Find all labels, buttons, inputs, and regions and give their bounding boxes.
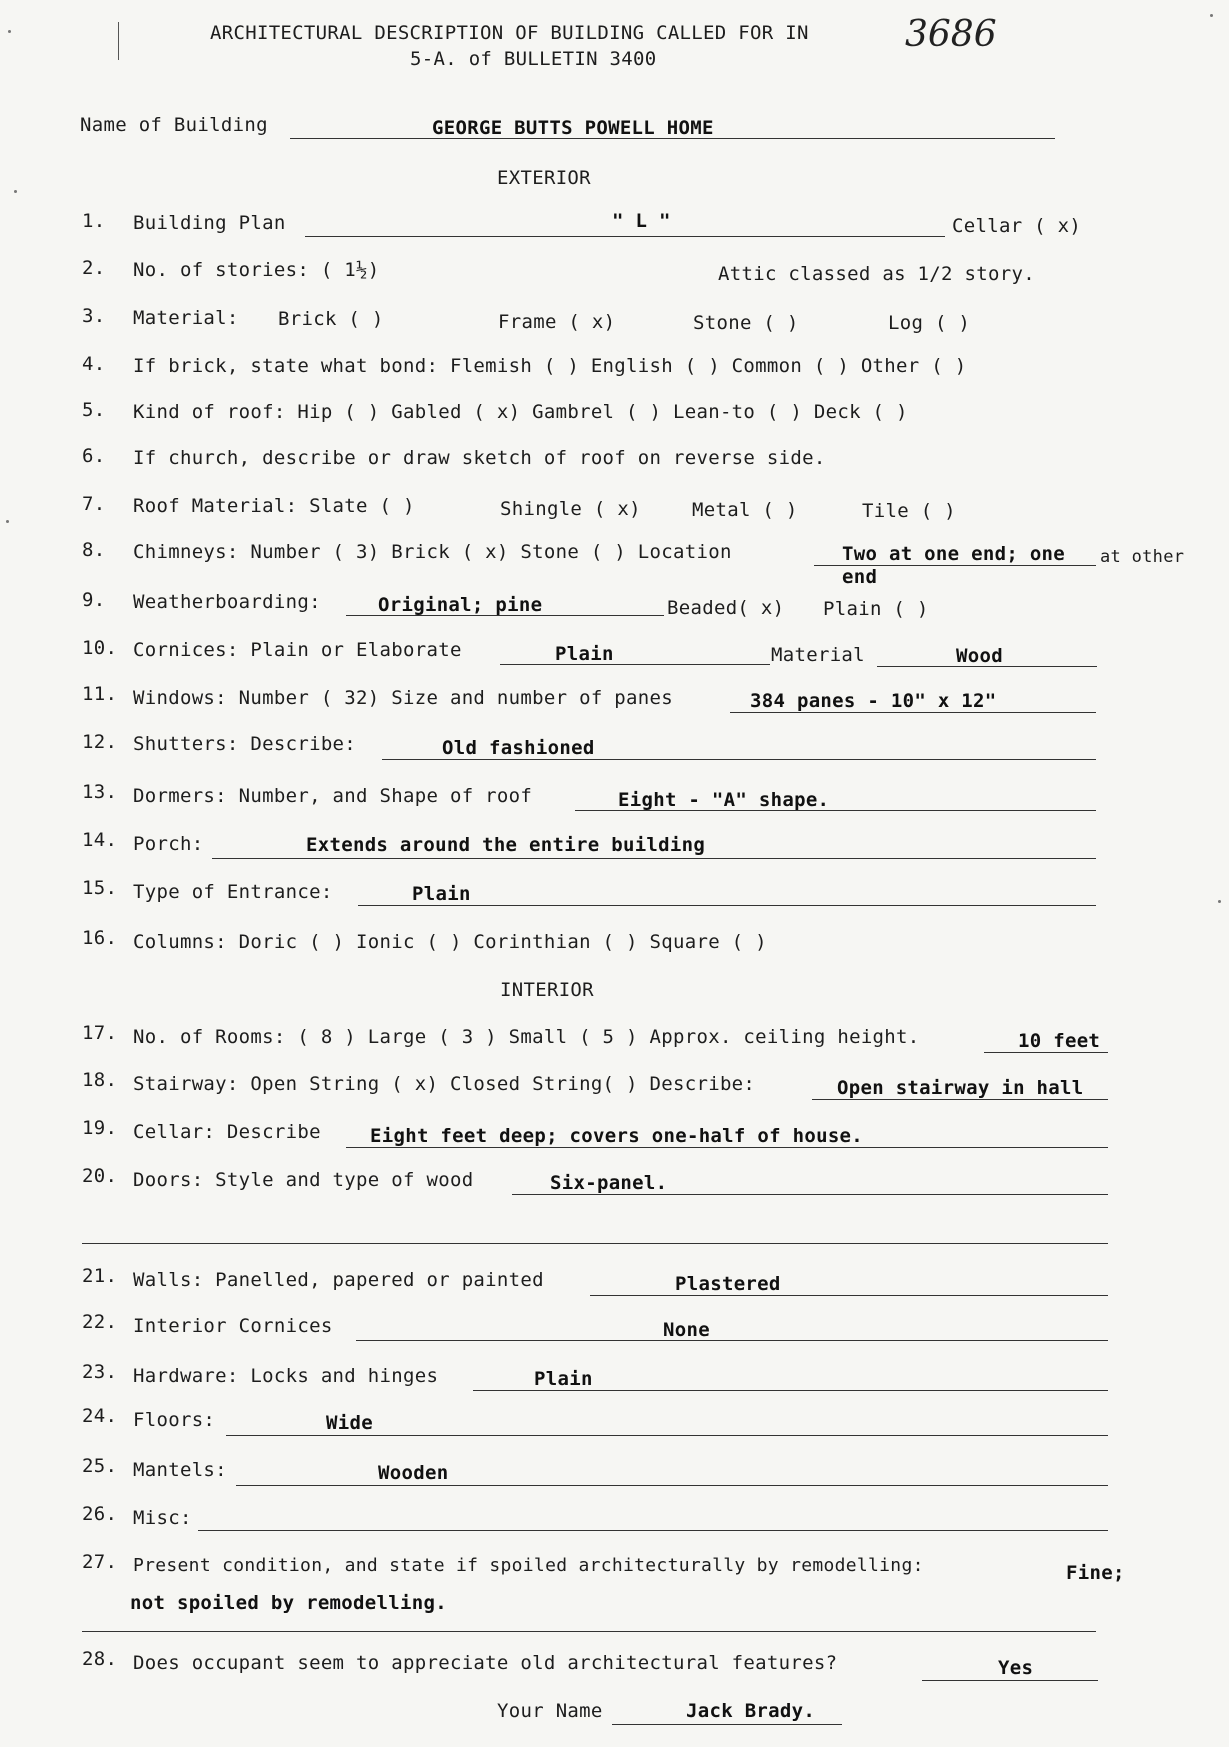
tile-checkbox: Tile ( ) (862, 500, 956, 522)
interior-cornices-value: None (663, 1319, 710, 1341)
walls-value: Plastered (675, 1273, 781, 1295)
building-plan-value: " L " (612, 210, 671, 232)
speck (1218, 900, 1221, 903)
underline (590, 1295, 1108, 1296)
cornices-material-value: Wood (956, 645, 1003, 667)
item-label: Mantels: (133, 1459, 227, 1481)
frame-checkbox: Frame ( x) (498, 311, 616, 333)
underline (226, 1435, 1108, 1436)
windows-panes-value: 384 panes - 10" x 12" (750, 690, 997, 712)
speck (6, 520, 9, 523)
condition-value-cont: not spoiled by remodelling. (130, 1592, 447, 1614)
plain-checkbox: Plain ( ) (823, 598, 929, 620)
speck (1210, 14, 1213, 17)
item-label: No. of stories: ( 1½) (133, 259, 380, 281)
item-label: Chimneys: Number ( 3) Brick ( x) Stone ( ) Location (133, 541, 732, 563)
weatherboarding-value: Original; pine (378, 594, 543, 616)
section-interior: INTERIOR (500, 979, 594, 1001)
item-number: 15. (82, 877, 118, 899)
underline (356, 1340, 1108, 1341)
underline (236, 1485, 1108, 1486)
condition-value: Fine; (1066, 1562, 1125, 1584)
dormers-value: Eight - "A" shape. (618, 789, 830, 811)
item-number: 9. (82, 589, 106, 611)
item-note: Attic classed as 1/2 story. (718, 263, 1035, 285)
item-label: Porch: (133, 833, 204, 855)
item-label: Roof Material: Slate ( ) (133, 495, 415, 517)
item-label: Material: (133, 307, 239, 329)
doors-value: Six-panel. (550, 1172, 668, 1194)
chimney-location-tail: at other (1100, 547, 1185, 567)
underline (358, 905, 1096, 906)
item-number: 2. (82, 257, 106, 279)
item-number: 25. (82, 1455, 118, 1477)
underline (382, 759, 1096, 760)
metal-checkbox: Metal ( ) (692, 499, 798, 521)
chimney-location-value: Two at one end; one (842, 543, 1066, 565)
item-label: Cornices: Plain or Elaborate (133, 639, 462, 661)
item-label: Kind of roof: Hip ( ) Gabled ( x) Gambrel ( ) Lean-to ( ) Deck ( ) (133, 401, 908, 423)
underline (612, 1724, 842, 1725)
item-number: 6. (82, 445, 106, 467)
building-name-label: Name of Building (80, 114, 268, 136)
underline (82, 1631, 1096, 1632)
underline (512, 1194, 1108, 1195)
item-number: 5. (82, 399, 106, 421)
underline (212, 858, 1096, 859)
item-number: 19. (82, 1117, 118, 1139)
underline (812, 1099, 1108, 1100)
speck (14, 190, 17, 193)
floors-value: Wide (326, 1412, 373, 1434)
underline (922, 1680, 1098, 1681)
chimney-location-value-cont: end (842, 566, 878, 588)
item-label: No. of Rooms: ( 8 ) Large ( 3 ) Small ( 5 ) Approx. ceiling height. (133, 1026, 920, 1048)
item-label: Does occupant seem to appreciate old architectural features? (133, 1652, 838, 1674)
underline (346, 1147, 1108, 1148)
item-number: 24. (82, 1405, 118, 1427)
item-label: Columns: Doric ( ) Ionic ( ) Corinthian ( ) Square ( ) (133, 931, 767, 953)
item-label: Doors: Style and type of wood (133, 1169, 474, 1191)
item-number: 1. (82, 210, 106, 232)
material-label: Material (771, 644, 865, 666)
stairway-value: Open stairway in hall (837, 1077, 1084, 1099)
item-number: 21. (82, 1265, 118, 1287)
item-number: 20. (82, 1165, 118, 1187)
item-number: 16. (82, 927, 118, 949)
ceiling-height-value: 10 feet (1018, 1030, 1101, 1052)
underline (730, 712, 1096, 713)
item-number: 26. (82, 1503, 118, 1525)
speck (8, 30, 11, 33)
hardware-value: Plain (534, 1368, 593, 1390)
underline (500, 664, 770, 665)
item-number: 10. (82, 637, 118, 659)
mantels-value: Wooden (378, 1462, 449, 1484)
item-label: If brick, state what bond: Flemish ( ) English ( ) Common ( ) Other ( ) (133, 355, 967, 377)
item-number: 17. (82, 1022, 118, 1044)
appreciation-value: Yes (998, 1657, 1034, 1679)
underline (473, 1390, 1108, 1391)
item-number: 28. (82, 1648, 118, 1670)
item-number: 27. (82, 1551, 118, 1573)
item-label: Present condition, and state if spoiled architecturally by remodelling: (133, 1555, 924, 1576)
item-label: Hardware: Locks and hinges (133, 1365, 439, 1387)
item-label: Misc: (133, 1507, 192, 1529)
item-number: 3. (82, 305, 106, 327)
your-name-value: Jack Brady. (686, 1700, 816, 1722)
form-heading-line1: ARCHITECTURAL DESCRIPTION OF BUILDING CALLED FOR IN (210, 22, 809, 44)
handwritten-record-number: 3686 (905, 14, 997, 55)
shingle-checkbox: Shingle ( x) (500, 498, 641, 520)
item-label: Dormers: Number, and Shape of roof (133, 785, 533, 807)
item-label: Type of Entrance: (133, 881, 333, 903)
item-label: Windows: Number ( 32) Size and number of panes (133, 687, 673, 709)
item-number: 4. (82, 353, 106, 375)
building-name-value: GEORGE BUTTS POWELL HOME (432, 117, 714, 139)
item-label: Walls: Panelled, papered or painted (133, 1269, 544, 1291)
item-number: 11. (82, 683, 118, 705)
form-heading-line2: 5-A. of BULLETIN 3400 (410, 48, 657, 70)
underline (305, 236, 945, 237)
item-number: 22. (82, 1311, 118, 1333)
margin-mark (118, 22, 119, 60)
item-number: 13. (82, 781, 118, 803)
underline-blank (82, 1243, 1108, 1244)
item-number: 8. (82, 539, 106, 561)
item-label: If church, describe or draw sketch of roof on reverse side. (133, 447, 826, 469)
entrance-value: Plain (412, 883, 471, 905)
item-number: 18. (82, 1069, 118, 1091)
item-number: 7. (82, 493, 106, 515)
item-label: Cellar: Describe (133, 1121, 321, 1143)
porch-value: Extends around the entire building (306, 834, 706, 856)
cornices-style-value: Plain (555, 643, 614, 665)
shutters-value: Old fashioned (442, 737, 595, 759)
stone-checkbox: Stone ( ) (693, 312, 799, 334)
cellar-checkbox: Cellar ( x) (952, 215, 1082, 237)
item-number: 23. (82, 1361, 118, 1383)
cellar-value: Eight feet deep; covers one-half of house. (370, 1125, 864, 1147)
item-label: Floors: (133, 1409, 216, 1431)
item-label: Shutters: Describe: (133, 733, 357, 755)
underline (984, 1052, 1108, 1053)
your-name-label: Your Name (497, 1700, 603, 1722)
item-label: Building Plan (133, 212, 286, 234)
item-label: Interior Cornices (133, 1315, 333, 1337)
item-label: Weatherboarding: (133, 591, 321, 613)
log-checkbox: Log ( ) (888, 312, 971, 334)
underline (198, 1530, 1108, 1531)
section-exterior: EXTERIOR (497, 167, 591, 189)
item-number: 12. (82, 731, 118, 753)
item-number: 14. (82, 829, 118, 851)
brick-checkbox: Brick ( ) (278, 308, 384, 330)
item-label: Stairway: Open String ( x) Closed String( ) Describe: (133, 1073, 756, 1095)
beaded-checkbox: Beaded( x) (667, 597, 785, 619)
